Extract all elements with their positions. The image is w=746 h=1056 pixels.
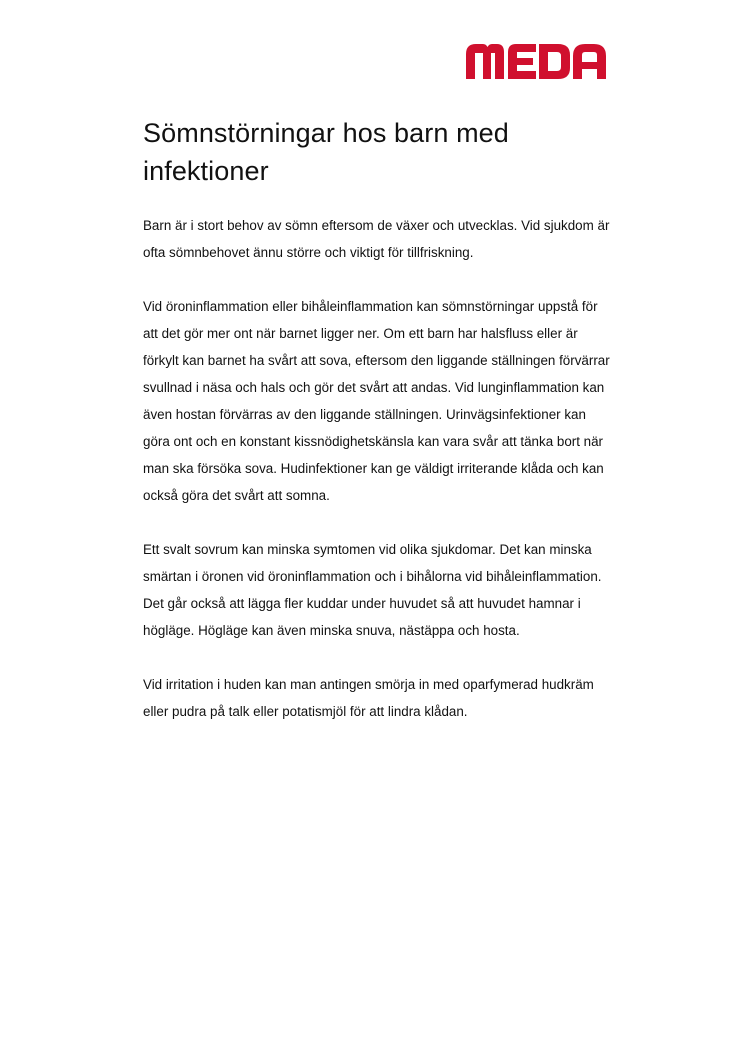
paragraph-1: Barn är i stort behov av sömn eftersom de växer och utvecklas. Vid sjukdom är ofta sömnbehovet ännu större och viktigt för tillfriskning. <box>143 218 610 260</box>
document-title: Sömnstörningar hos barn med infektioner <box>143 118 509 186</box>
meda-logo-icon <box>466 43 606 79</box>
document-body <box>143 212 613 752</box>
paragraph-3: Ett svalt sovrum kan minska symtomen vid olika sjukdomar. Det kan minska smärtan i öronen vid öroninflammation och i bihålorna vid bihåleinflammation. Det går också att lägga fler kuddar under huvudet så att huvudet hamnar i högläge. Högläge kan även minska snuva, nästäppa och hosta. <box>143 542 602 638</box>
paragraph-2: Vid öroninflammation eller bihåleinflammation kan sömnstörningar uppstå för att det gör mer ont när barnet ligger ner. Om ett barn har halsfluss eller är förkylt kan barnet ha svårt att sova, eftersom den liggande ställningen förvärrar svullnad i näsa och hals och gör det svårt att andas. Vid lunginflammation kan även hostan förvärras av den liggande ställningen. Urinvägsinfektioner kan göra ont och en konstant kissnödighetskänsla kan vara svår att tänka bort när man ska försöka sova. Hudinfektioner kan ge väldigt irriterande klåda och kan också göra det svårt att somna. <box>143 299 610 503</box>
paragraph-4: Vid irritation i huden kan man antingen smörja in med oparfymerad hudkräm eller pudra på talk eller potatismjöl för att lindra klådan. <box>143 677 594 719</box>
meda-logo <box>466 43 606 79</box>
